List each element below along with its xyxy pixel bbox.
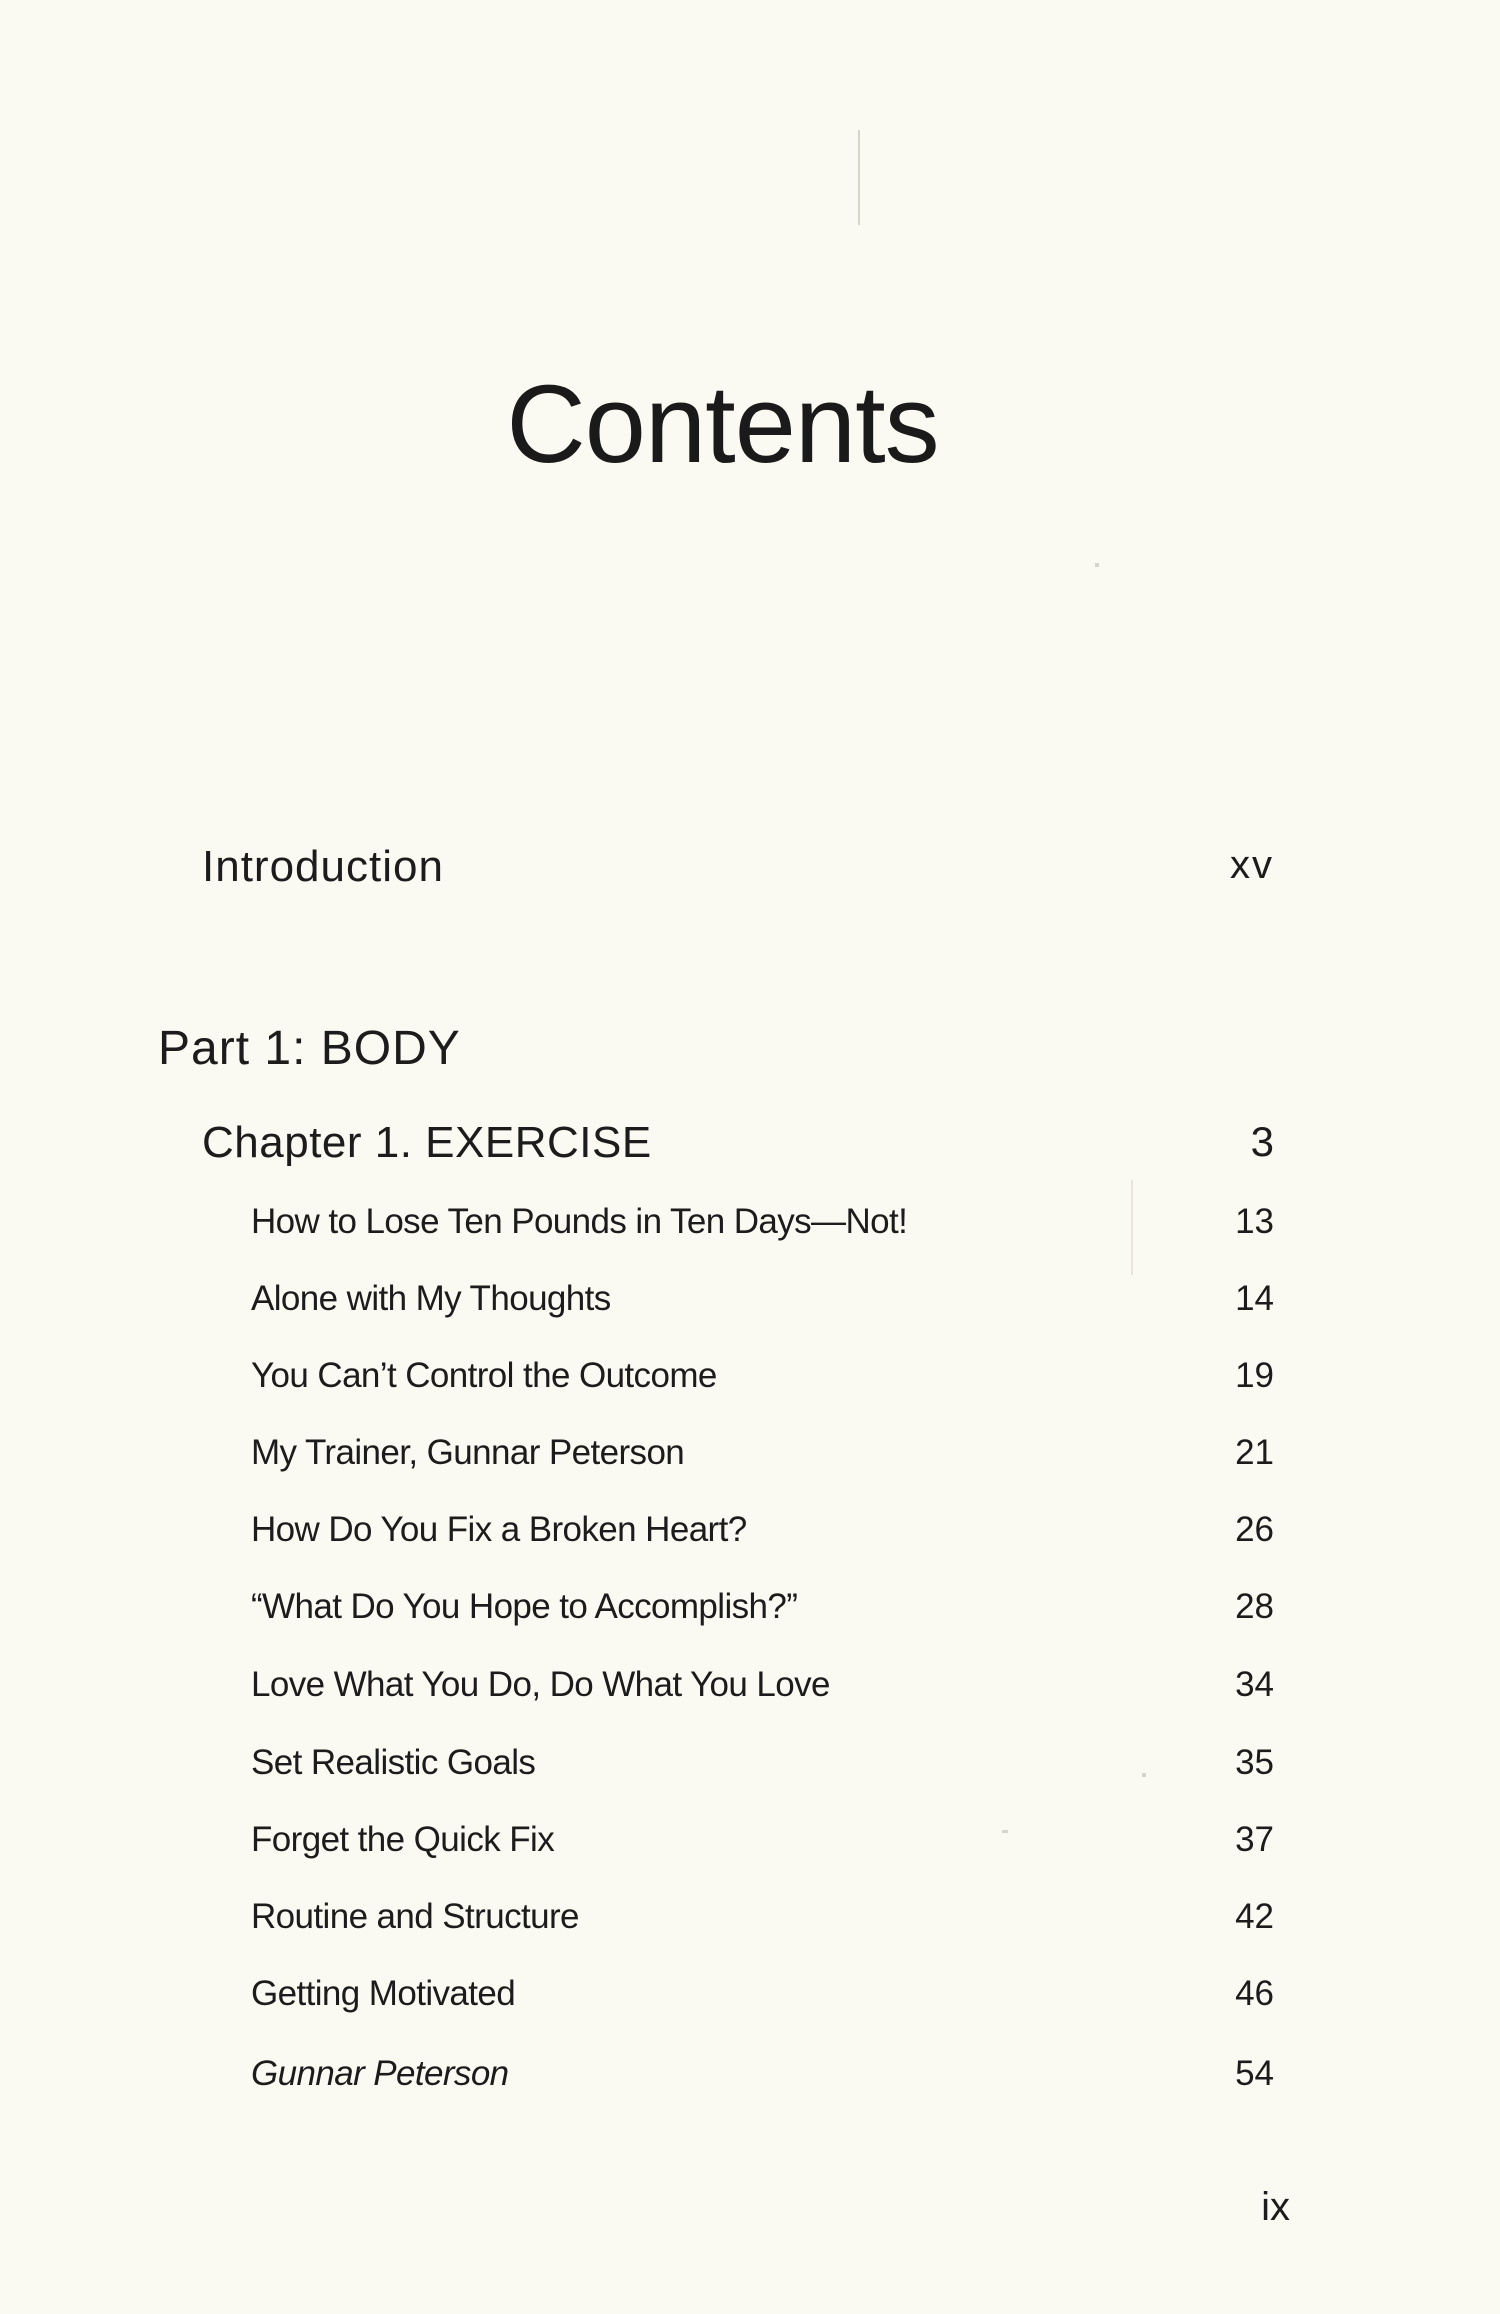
toc-entry-page: 19 <box>1235 1356 1274 1395</box>
toc-part-label: Part 1: BODY <box>158 1022 461 1075</box>
toc-entry-label: My Trainer, Gunnar Peterson <box>251 1433 685 1472</box>
scan-mark <box>1142 1773 1146 1777</box>
toc-entry-label: Alone with My Thoughts <box>251 1279 611 1318</box>
toc-entry-page: 13 <box>1235 1202 1274 1241</box>
toc-entry-page: 14 <box>1235 1279 1274 1318</box>
scan-mark <box>1002 1830 1008 1833</box>
toc-entry-page: 34 <box>1235 1665 1274 1704</box>
toc-entry-label: Routine and Structure <box>251 1897 579 1936</box>
toc-entry-page: 42 <box>1235 1897 1274 1936</box>
toc-introduction-label: Introduction <box>202 842 444 891</box>
toc-entry-label: How to Lose Ten Pounds in Ten Days—Not! <box>251 1202 908 1241</box>
toc-chapter-label: Chapter 1. EXERCISE <box>202 1118 652 1167</box>
toc-entry-label: Love What You Do, Do What You Love <box>251 1665 830 1704</box>
toc-introduction-page: xv <box>1230 843 1274 887</box>
page-title: Contents <box>506 363 939 486</box>
toc-entry-label: Forget the Quick Fix <box>251 1820 555 1859</box>
toc-entry-page: 37 <box>1235 1820 1274 1859</box>
scan-mark <box>858 130 860 225</box>
toc-chapter-page: 3 <box>1250 1118 1274 1165</box>
toc-entry-page: 26 <box>1235 1510 1274 1549</box>
page-number: ix <box>1261 2185 1290 2229</box>
toc-entry-label: You Can’t Control the Outcome <box>251 1356 717 1395</box>
scan-mark <box>1095 563 1099 567</box>
toc-entry-page: 35 <box>1235 1743 1274 1782</box>
toc-entry-page: 21 <box>1235 1433 1274 1472</box>
toc-entry-page: 28 <box>1235 1587 1274 1626</box>
toc-entry-label: Set Realistic Goals <box>251 1743 536 1782</box>
toc-entry-label: Gunnar Peterson <box>251 2054 509 2093</box>
toc-entry-page: 46 <box>1235 1974 1274 2013</box>
toc-entry-label: “What Do You Hope to Accomplish?” <box>251 1587 798 1626</box>
scan-mark <box>1131 1180 1133 1275</box>
toc-entry-page: 54 <box>1235 2054 1274 2093</box>
toc-entry-label: How Do You Fix a Broken Heart? <box>251 1510 747 1549</box>
toc-entry-label: Getting Motivated <box>251 1974 516 2013</box>
